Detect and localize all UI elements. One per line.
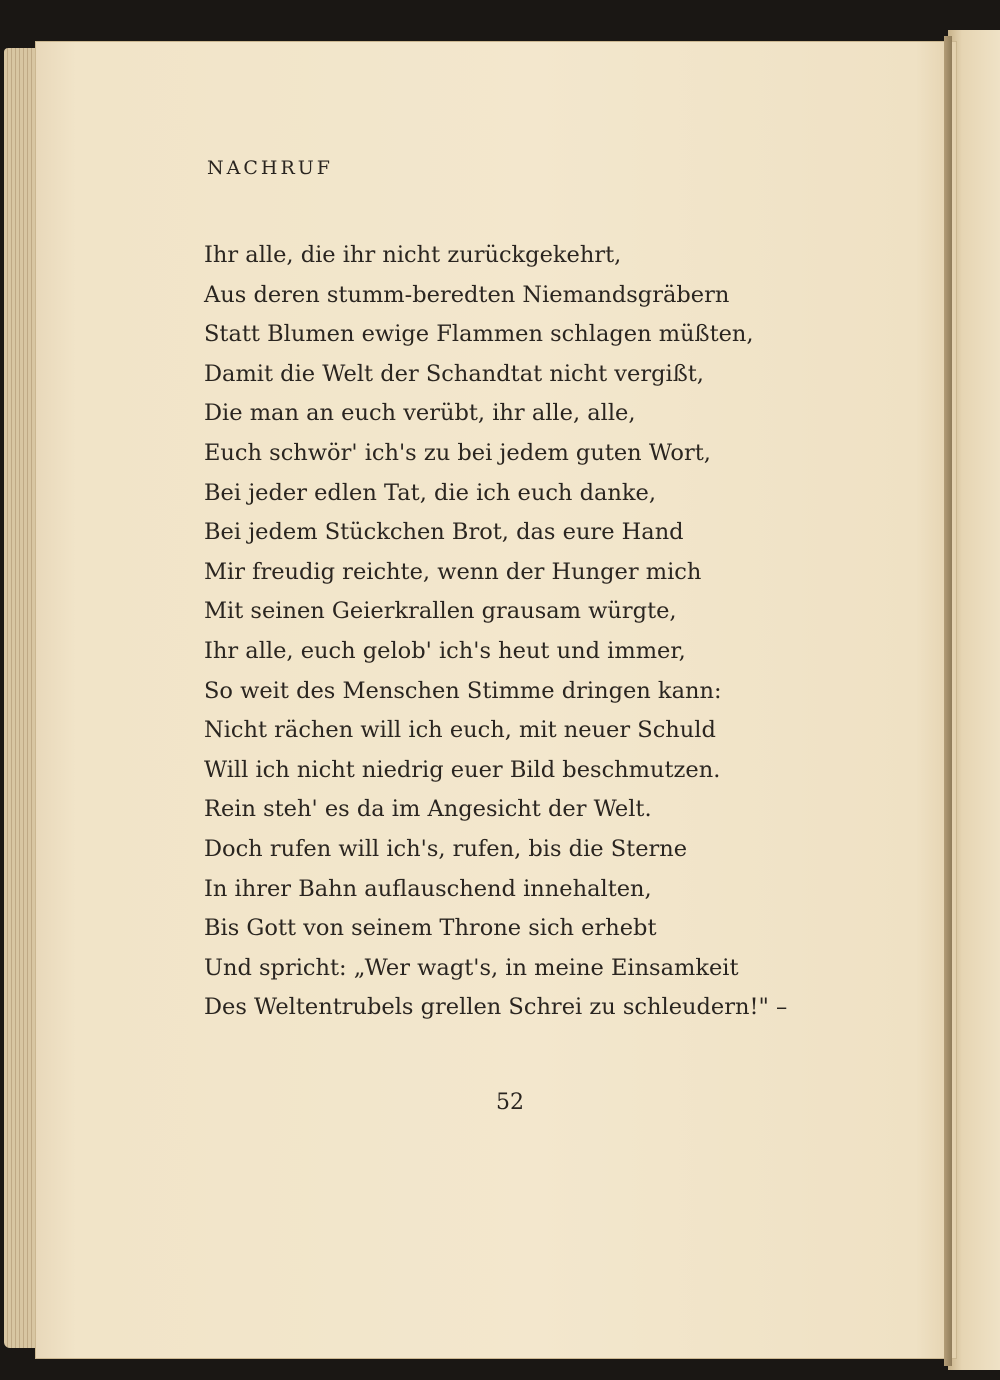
poem-line: Rein steh' es da im Angesicht der Welt. (204, 796, 652, 823)
poem-line: Ihr alle, euch gelob' ich's heut und immer, (204, 637, 686, 664)
poem-line: Des Weltentrubels grellen Schrei zu schleudern!" – (204, 994, 788, 1021)
poem-line: Und spricht: „Wer wagt's, in meine Einsamkeit (204, 954, 739, 981)
poem-line: Bei jedem Stückchen Brot, das eure Hand (204, 519, 684, 546)
poem-line: Doch rufen will ich's, rufen, bis die Sterne (204, 835, 688, 862)
poem-line: Bei jeder edlen Tat, die ich euch danke, (204, 479, 656, 506)
poem-line: In ihrer Bahn auflauschend innehalten, (204, 875, 652, 902)
book-gutter (944, 36, 952, 1366)
poem-line: Statt Blumen ewige Flammen schlagen müßten, (204, 321, 754, 348)
poem-line: Aus deren stumm-beredten Niemandsgräbern (204, 281, 730, 308)
page-number: 52 (496, 1090, 524, 1115)
poem-body (204, 236, 804, 1028)
poem-line: Mit seinen Geierkrallen grausam würgte, (204, 598, 677, 625)
poem-line: Mir freudig reichte, wenn der Hunger mich (204, 558, 702, 585)
poem-title: NACHRUF (207, 157, 333, 179)
poem-line: Ihr alle, die ihr nicht zurückgekehrt, (204, 242, 622, 268)
poem-line: Die man an euch verübt, ihr alle, alle, (204, 400, 636, 427)
poem-line: Bis Gott von seinem Throne sich erhebt (204, 915, 657, 942)
poem-line: So weit des Menschen Stimme dringen kann: (204, 677, 722, 704)
poem-line: Euch schwör' ich's zu bei jedem guten Wort, (204, 439, 711, 466)
poem-line: Damit die Welt der Schandtat nicht vergißt, (204, 360, 704, 387)
poem-line: Will ich nicht niedrig euer Bild beschmutzen. (204, 756, 721, 783)
poem-line: Nicht rächen will ich euch, mit neuer Schuld (204, 717, 716, 744)
